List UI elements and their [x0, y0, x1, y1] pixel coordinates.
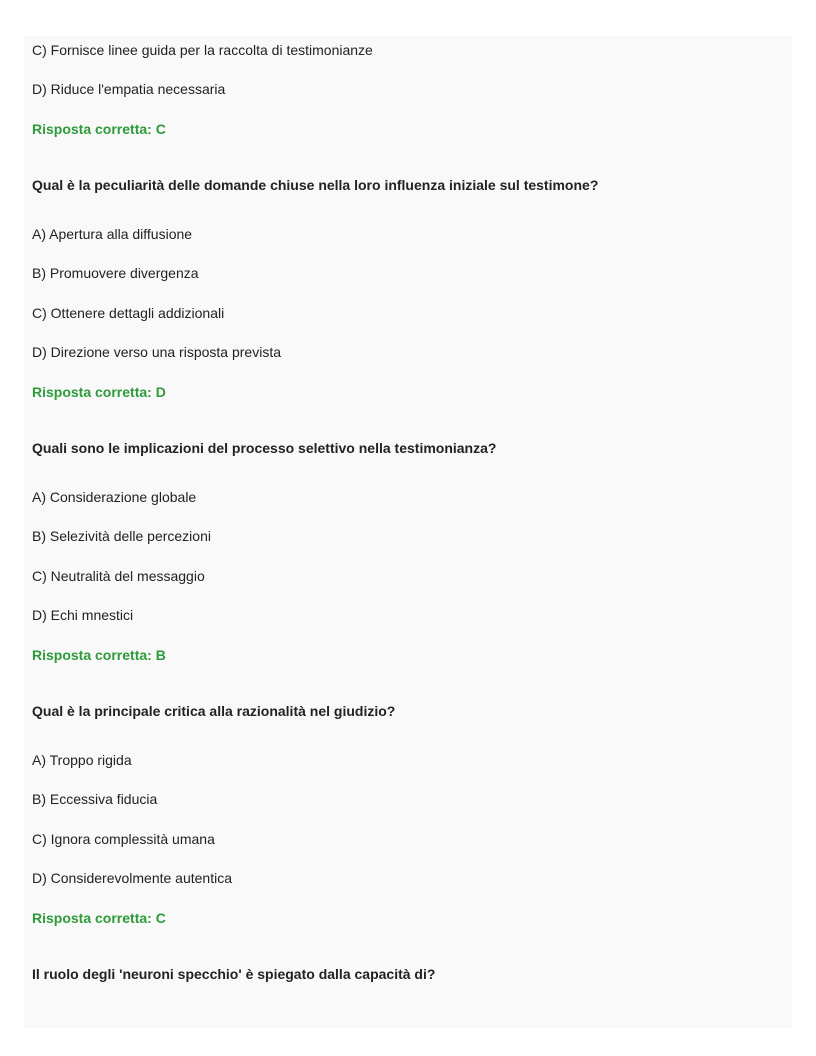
correct-answer-3: Risposta corretta: C — [32, 910, 166, 926]
option-3-c: C) Ignora complessità umana — [32, 831, 215, 847]
option-0-d: D) Riduce l'empatia necessaria — [32, 81, 226, 97]
option-2-b: B) Selezività delle percezioni — [32, 528, 211, 544]
question-3: Qual è la principale critica alla razionalità nel giudizio? — [32, 703, 396, 719]
option-1-d: D) Direzione verso una risposta prevista — [32, 344, 281, 360]
option-2-d: D) Echi mnestici — [32, 607, 134, 623]
question-2: Quali sono le implicazioni del processo selettivo nella testimonianza? — [32, 440, 497, 456]
option-3-b: B) Eccessiva fiducia — [32, 791, 158, 807]
option-3-d: D) Considerevolmente autentica — [32, 870, 232, 886]
question-1: Qual è la peculiarità delle domande chiuse nella loro influenza iniziale sul testimone? — [32, 177, 599, 193]
question-4: Il ruolo degli 'neuroni specchio' è spiegato dalla capacità di? — [32, 966, 436, 982]
option-2-c: C) Neutralità del messaggio — [32, 568, 205, 584]
option-1-b: B) Promuovere divergenza — [32, 265, 199, 281]
option-1-a: A) Apertura alla diffusione — [32, 226, 193, 242]
quiz-page — [24, 36, 792, 1028]
correct-answer-0: Risposta corretta: C — [32, 121, 166, 137]
option-2-a: A) Considerazione globale — [32, 489, 197, 505]
option-1-c: C) Ottenere dettagli addizionali — [32, 305, 225, 321]
option-0-c: C) Fornisce linee guida per la raccolta di testimonianze — [32, 42, 373, 58]
correct-answer-1: Risposta corretta: D — [32, 384, 166, 400]
option-3-a: A) Troppo rigida — [32, 752, 132, 768]
correct-answer-2: Risposta corretta: B — [32, 647, 166, 663]
